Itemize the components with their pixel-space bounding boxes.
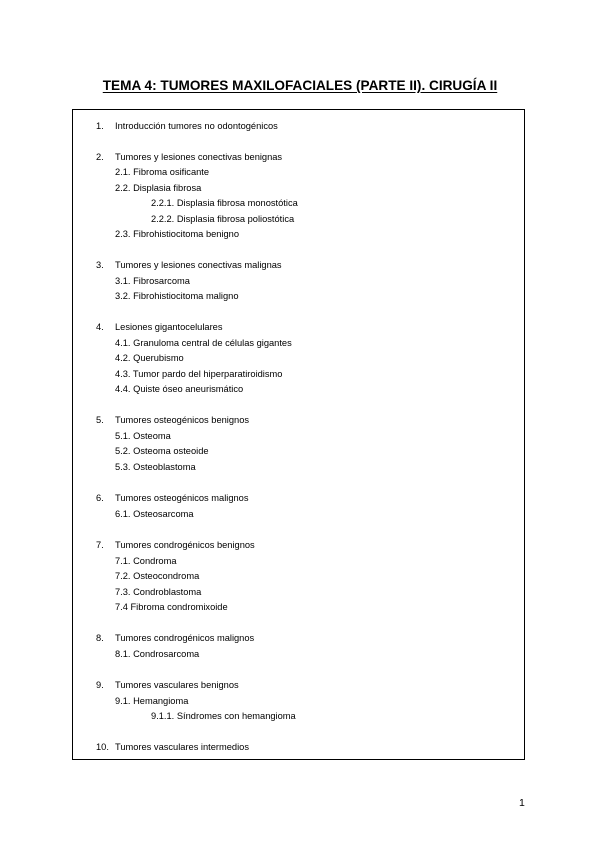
toc-subitem-5-1: 5.1. Osteoma <box>115 431 171 441</box>
section-6-number: 6. <box>96 493 104 503</box>
toc-subitem-2-2: 2.2. Displasia fibrosa <box>115 183 202 193</box>
toc-subitem-9-1-1: 9.1.1. Síndromes con hemangioma <box>151 711 296 721</box>
toc-subitem-7-3: 7.3. Condroblastoma <box>115 587 202 597</box>
toc-subitem-5-3: 5.3. Osteoblastoma <box>115 462 196 472</box>
section-4-number: 4. <box>96 322 104 332</box>
toc-subitem-3-1: 3.1. Fibrosarcoma <box>115 276 190 286</box>
section-5-title: Tumores osteogénicos benignos <box>115 415 250 425</box>
section-3-number: 3. <box>96 260 104 270</box>
section-9-title: Tumores vasculares benignos <box>115 680 239 690</box>
section-7-title: Tumores condrogénicos benignos <box>115 540 255 550</box>
toc-subitem-2-1: 2.1. Fibroma osificante <box>115 167 210 177</box>
toc-subitem-4-3: 4.3. Tumor pardo del hiperparatiroidismo <box>115 369 283 379</box>
toc-subitem-2-3: 2.3. Fibrohistiocitoma benigno <box>115 229 240 239</box>
toc-subitem-3-2: 3.2. Fibrohistiocitoma maligno <box>115 291 239 301</box>
toc-subitem-4-1: 4.1. Granuloma central de células gigantes <box>115 338 292 348</box>
toc-subitem-5-2: 5.2. Osteoma osteoide <box>115 446 209 456</box>
toc-subitem-4-4: 4.4. Quiste óseo aneurismático <box>115 384 244 394</box>
toc-subitem-4-2: 4.2. Querubismo <box>115 353 184 363</box>
page-number: 1 <box>519 797 525 809</box>
section-2-number: 2. <box>96 152 104 162</box>
section-2-title: Tumores y lesiones conectivas benignas <box>115 152 283 162</box>
toc-subitem-2-2-1: 2.2.1. Displasia fibrosa monostótica <box>151 198 298 208</box>
section-8-title: Tumores condrogénicos malignos <box>115 633 255 643</box>
section-3-title: Tumores y lesiones conectivas malignas <box>115 260 282 270</box>
section-1-number: 1. <box>96 121 104 131</box>
toc-subitem-9-1: 9.1. Hemangioma <box>115 696 189 706</box>
section-5-number: 5. <box>96 415 104 425</box>
toc-subitem-7-2: 7.2. Osteocondroma <box>115 571 200 581</box>
section-8-number: 8. <box>96 633 104 643</box>
section-4-title: Lesiones gigantocelulares <box>115 322 223 332</box>
toc-subitem-2-2-2: 2.2.2. Displasia fibrosa poliostótica <box>151 214 295 224</box>
document-title: TEMA 4: TUMORES MAXILOFACIALES (PARTE II). CIRUGÍA II <box>102 78 498 93</box>
section-6-title: Tumores osteogénicos malignos <box>115 493 249 503</box>
section-1-title: Introducción tumores no odontogénicos <box>115 121 278 131</box>
toc-subitem-7-4: 7.4 Fibroma condromixoide <box>115 602 228 612</box>
toc-subitem-7-1: 7.1. Condroma <box>115 556 177 566</box>
toc-subitem-6-1: 6.1. Osteosarcoma <box>115 509 194 519</box>
section-10-number: 10. <box>96 742 109 752</box>
section-7-number: 7. <box>96 540 104 550</box>
table-of-contents <box>72 109 525 760</box>
section-9-number: 9. <box>96 680 104 690</box>
section-10-title: Tumores vasculares intermedios <box>115 742 249 752</box>
toc-subitem-8-1: 8.1. Condrosarcoma <box>115 649 200 659</box>
